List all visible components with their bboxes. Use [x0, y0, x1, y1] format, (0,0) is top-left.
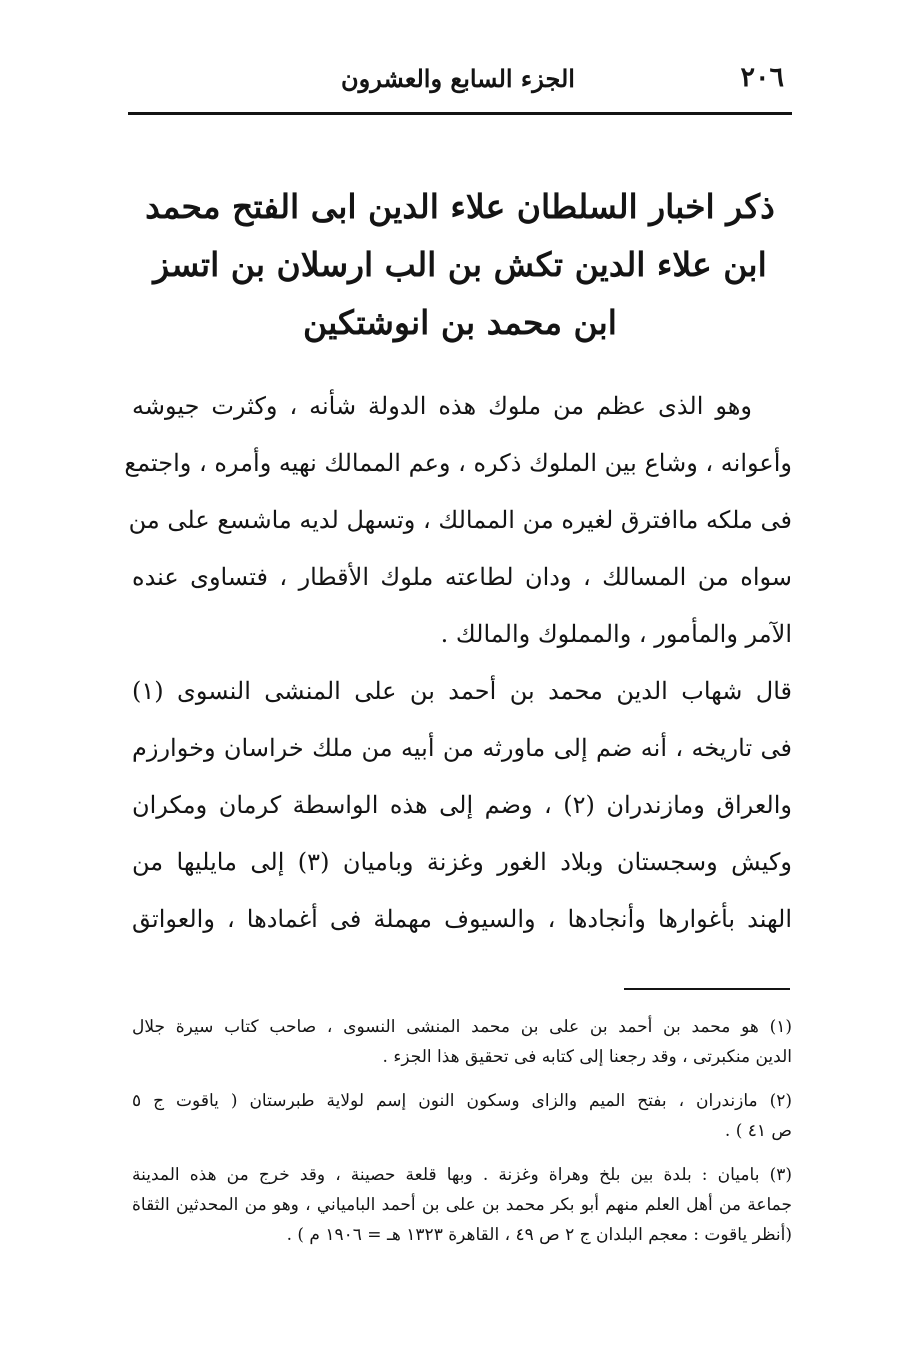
body-text: [124, 378, 793, 948]
chapter-heading: [120, 178, 800, 352]
text-line: وأعوانه ، وشاع بين الملوك ذكره ، وعم الممالك نهيه وأمره ، واجتمع: [124, 449, 792, 477]
footnote-separator: [624, 988, 790, 990]
chapter-heading-line: ابن علاء الدين تكش بن الب ارسلان بن اتسز: [153, 245, 767, 284]
running-header: [128, 62, 788, 102]
text-line: وكيش وسجستان وبلاد الغور وغزنة وباميان (٣) إلى مايليها من: [132, 848, 792, 876]
footnote-3: [132, 1160, 792, 1250]
footnote-line: الدين منكبرتى ، وقد رجعنا إلى كتابه فى تحقيق هذا الجزء .: [382, 1047, 792, 1067]
text-line: قال شهاب الدين محمد بن أحمد بن على المنشى النسوى (١): [132, 677, 792, 705]
footnote-2: [132, 1086, 792, 1146]
text-line: والعراق ومازندران (٢) ، وضم إلى هذه الواسطة كرمان ومكران: [132, 791, 793, 819]
footnote-line: (٣) باميان : بلدة بين بلخ وهراة وغزنة . وبها قلعة حصينة ، وقد خرج من هذه المدينة: [132, 1165, 792, 1185]
text-line: سواه من المسالك ، ودان لطاعته ملوك الأقطار ، فتساوى عنده: [132, 563, 792, 591]
footnote-line: جماعة من أهل العلم منهم أبو بكر محمد بن على بن أحمد البامياني ، وهو من المحدثين الثقاة: [132, 1195, 792, 1215]
footnote-line: (١) هو محمد بن أحمد بن على بن محمد المنشى النسوى ، صاحب كتاب سيرة جلال: [132, 1017, 792, 1037]
footnote-line: (٢) مازندران ، بفتح الميم والزاى وسكون النون إسم لولاية طبرستان ( ياقوت ج ٥: [132, 1091, 792, 1111]
chapter-heading-line: ابن محمد بن انوشتكين: [303, 303, 617, 342]
header-rule: [128, 112, 792, 115]
text-line: الهند بأغوارها وأنجادها ، والسيوف مهملة فى أغمادها ، والعواتق: [132, 905, 792, 933]
footnotes: [132, 1012, 792, 1250]
chapter-heading-line: ذكر اخبار السلطان علاء الدين ابى الفتح محمد: [145, 187, 775, 226]
footnote-1: [132, 1012, 792, 1072]
paragraph-1: [124, 378, 792, 663]
text-line: فى ملكه ماافترق لغيره من الممالك ، وتسهل لديه ماشسع على من: [128, 506, 792, 534]
paragraph-2: [132, 663, 792, 948]
text-line: فى تاريخه ، أنه ضم إلى ماورثه من أبيه من ملك خراسان وخوارزم: [132, 734, 792, 762]
footnote-line: (أنظر ياقوت : معجم البلدان ج ٢ ص ٤٩ ، القاهرة ١٣٢٣ هـ = ١٩٠٦ م ) .: [286, 1225, 792, 1245]
running-header-title: الجزء السابع والعشرون: [341, 64, 575, 93]
text-line: الآمر والمأمور ، والمملوك والمالك .: [440, 620, 792, 648]
page-number: ٢٠٦: [740, 62, 784, 93]
footnote-line: ص ٤١ ) .: [724, 1121, 792, 1141]
text-line: وهو الذى عظم من ملوك هذه الدولة شأنه ، وكثرت جيوشه: [132, 392, 752, 420]
